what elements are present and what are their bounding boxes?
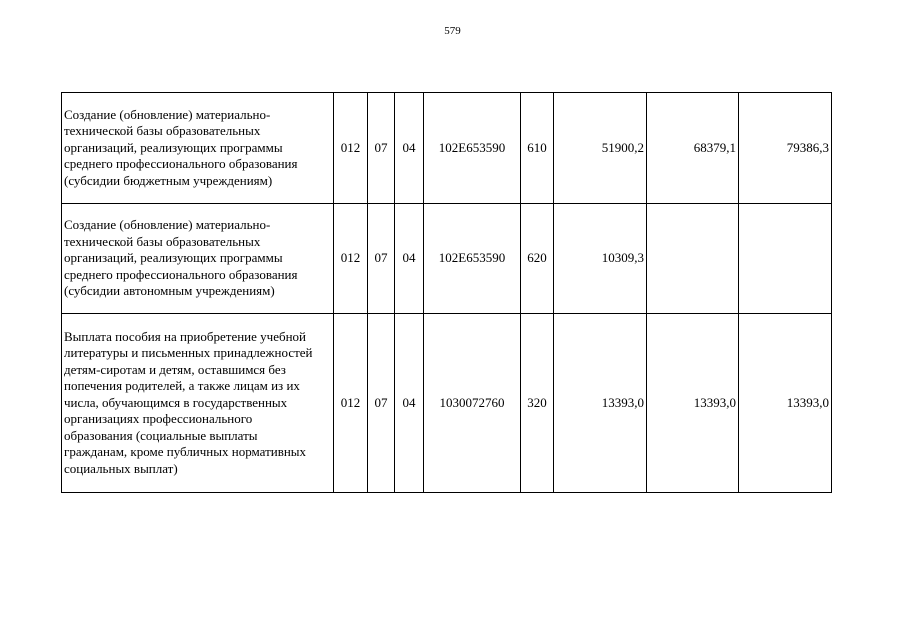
subsection-code: 04 bbox=[395, 314, 424, 493]
row-description: Создание (обновление) материально- технической базы образовательных организаций, реализующих программы среднего профессионального образования (субсидии автономным учреждениям) bbox=[62, 204, 334, 314]
table-row bbox=[62, 204, 832, 314]
row-description: Создание (обновление) материально- технической базы образовательных организаций, реализующих программы среднего профессионального образования (субсидии бюджетным учреждениям) bbox=[62, 93, 334, 204]
expense-type-code: 320 bbox=[521, 314, 554, 493]
table-row bbox=[62, 314, 832, 493]
ministry-code: 012 bbox=[334, 314, 368, 493]
amount-year-1: 13393,0 bbox=[554, 314, 647, 493]
table-row bbox=[62, 93, 832, 204]
subsection-code: 04 bbox=[395, 204, 424, 314]
section-code: 07 bbox=[368, 314, 395, 493]
subsection-code: 04 bbox=[395, 93, 424, 204]
target-article-code: 102E653590 bbox=[424, 93, 521, 204]
amount-year-3: 79386,3 bbox=[739, 93, 832, 204]
amount-year-1: 10309,3 bbox=[554, 204, 647, 314]
amount-year-2: 13393,0 bbox=[647, 314, 739, 493]
ministry-code: 012 bbox=[334, 204, 368, 314]
amount-year-2 bbox=[647, 204, 739, 314]
ministry-code: 012 bbox=[334, 93, 368, 204]
target-article-code: 1030072760 bbox=[424, 314, 521, 493]
section-code: 07 bbox=[368, 204, 395, 314]
amount-year-3: 13393,0 bbox=[739, 314, 832, 493]
page-number: 579 bbox=[444, 25, 461, 37]
section-code: 07 bbox=[368, 93, 395, 204]
expense-type-code: 610 bbox=[521, 93, 554, 204]
budget-table bbox=[61, 92, 832, 493]
expense-type-code: 620 bbox=[521, 204, 554, 314]
amount-year-1: 51900,2 bbox=[554, 93, 647, 204]
target-article-code: 102E653590 bbox=[424, 204, 521, 314]
amount-year-3 bbox=[739, 204, 832, 314]
amount-year-2: 68379,1 bbox=[647, 93, 739, 204]
row-description: Выплата пособия на приобретение учебной литературы и письменных принадлежностей детям-сиротам и детям, оставшимся без попечения родителей, а также лицам из их числа, обучающимся в государственных организациях профессионального образования (социальные выплаты гражданам, кроме публичных нормативных социальных выплат) bbox=[62, 314, 334, 493]
